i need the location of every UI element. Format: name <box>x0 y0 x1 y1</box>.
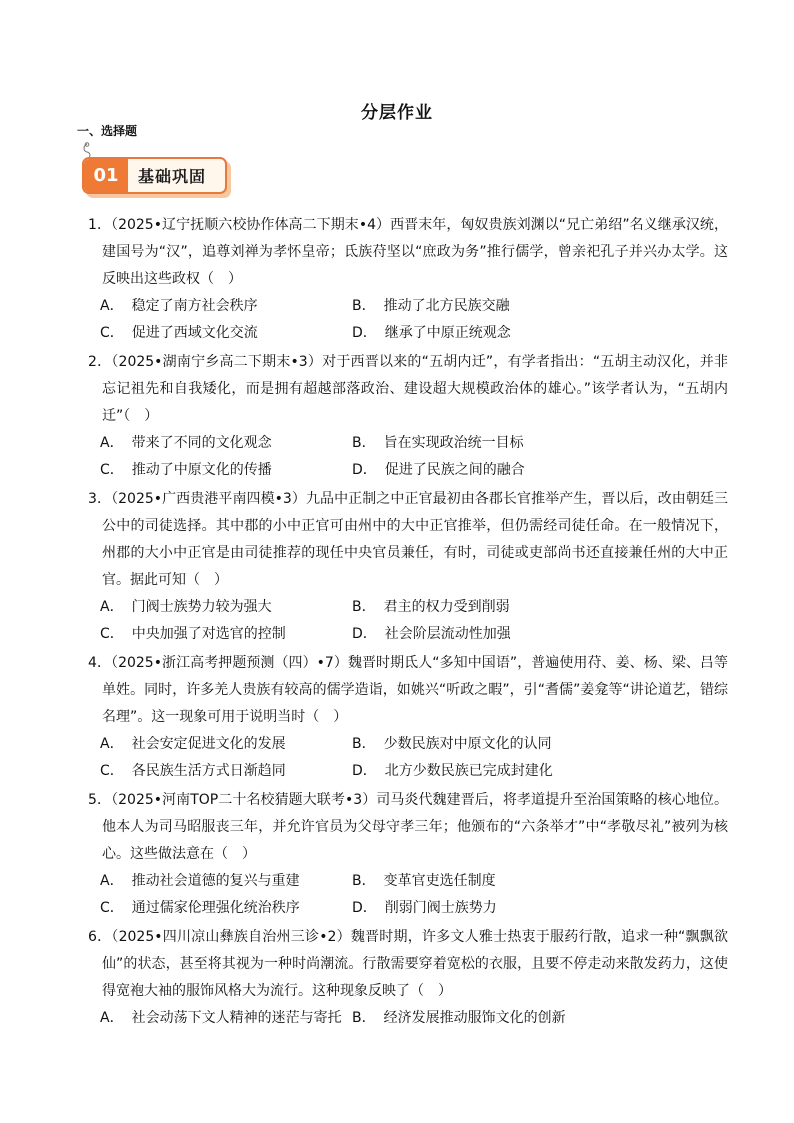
question-text: （2025•辽宁抚顺六校协作体高二下期末•4）西晋末年，匈奴贵族刘渊以“兄亡弟绍”名义继承汉统，建国号为“汉”，追尊刘禅为孝怀皇帝；氐族苻坚以“庶政为务”推行儒学，曾亲祀孔子并兴办太学。这反映出这些政权（ ） <box>102 217 728 287</box>
option-c[interactable] <box>100 621 352 648</box>
option-d[interactable] <box>352 758 732 785</box>
option-text: 变革官吏选任制度 <box>383 873 496 889</box>
option-letter: B． <box>352 1010 376 1026</box>
option-c[interactable] <box>100 758 352 785</box>
question-number: 4． <box>88 655 112 671</box>
option-letter: D． <box>352 325 377 341</box>
option-d[interactable] <box>352 621 732 648</box>
badge-number: 01 <box>84 159 128 192</box>
option-text: 社会阶层流动性加强 <box>384 626 511 642</box>
option-letter: B． <box>352 873 376 889</box>
option-a[interactable] <box>100 293 352 320</box>
option-text: 旨在实现政治统一目标 <box>383 435 524 451</box>
option-text: 各民族生活方式日渐趋同 <box>131 763 286 779</box>
option-text: 社会安定促进文化的发展 <box>131 736 286 752</box>
option-text: 推动社会道德的复兴与重建 <box>131 873 300 889</box>
badge-box <box>82 157 227 194</box>
section-heading: 一、选择题 <box>77 124 138 138</box>
option-letter: A． <box>100 298 124 314</box>
option-letter: C． <box>100 763 124 779</box>
option-text: 门阀士族势力较为强大 <box>131 599 272 615</box>
option-text: 带来了不同的文化观念 <box>131 435 272 451</box>
option-letter: A． <box>100 1010 124 1026</box>
question-item <box>88 486 728 648</box>
options <box>88 293 728 347</box>
question-stem <box>88 486 728 594</box>
option-a[interactable] <box>100 430 352 457</box>
option-text: 中央加强了对选官的控制 <box>131 626 286 642</box>
question-item <box>88 349 728 484</box>
question-item <box>88 924 728 1032</box>
question-stem <box>88 924 728 1005</box>
option-letter: D． <box>352 626 377 642</box>
option-b[interactable] <box>352 594 732 621</box>
options <box>88 731 728 785</box>
option-letter: C． <box>100 325 124 341</box>
question-stem <box>88 787 728 868</box>
option-text: 社会动荡下文人精神的迷茫与寄托 <box>131 1010 342 1026</box>
option-letter: C． <box>100 462 124 478</box>
option-text: 削弱门阀士族势力 <box>384 900 497 916</box>
option-c[interactable] <box>100 320 352 347</box>
option-letter: A． <box>100 435 124 451</box>
option-b[interactable] <box>352 1005 732 1032</box>
option-c[interactable] <box>100 895 352 922</box>
option-letter: A． <box>100 873 124 889</box>
option-a[interactable] <box>100 594 352 621</box>
option-letter: A． <box>100 599 124 615</box>
options <box>88 1005 728 1032</box>
question-number: 3． <box>88 491 112 507</box>
option-a[interactable] <box>100 868 352 895</box>
page-title: 分层作业 <box>361 103 433 123</box>
question-number: 2． <box>88 354 112 370</box>
option-a[interactable] <box>100 731 352 758</box>
option-text: 君主的权力受到削弱 <box>383 599 510 615</box>
option-text: 经济发展推动服饰文化的创新 <box>383 1010 566 1026</box>
question-text: （2025•浙江高考押题预测（四）•7）魏晋时期氐人“多知中国语”，普遍使用苻、姜、杨、梁、吕等单姓。同时，许多羌人贵族有较高的儒学造诣，如姚兴“听政之暇”，引“耆儒”姜龛等“讲论道艺，错综名理”。这一现象可用于说明当时（ ） <box>102 655 728 725</box>
option-text: 北方少数民族已完成封建化 <box>384 763 553 779</box>
option-text: 推动了北方民族交融 <box>383 298 510 314</box>
question-number: 5． <box>88 792 112 808</box>
option-text: 稳定了南方社会秩序 <box>131 298 258 314</box>
question-text: （2025•湖南宁乡高二下期末•3）对于西晋以来的“五胡内迁”，有学者指出：“五胡主动汉化，并非忘记祖先和自我矮化，而是拥有超越部落政治、建设超大规模政治体的雄心。”该学者认为，“五胡内迁”（ ） <box>102 354 728 424</box>
question-item <box>88 787 728 922</box>
option-letter: D． <box>352 462 377 478</box>
option-letter: B． <box>352 298 376 314</box>
question-text: （2025•河南TOP二十名校猜题大联考•3）司马炎代魏建晋后，将孝道提升至治国策略的核心地位。他本人为司马昭服丧三年，并允许官员为父母守孝三年；他颁布的“六条举才”中“孝敬尽礼”被列为核心。这些做法意在（ ） <box>102 792 728 862</box>
option-text: 推动了中原文化的传播 <box>131 462 272 478</box>
option-letter: C． <box>100 900 124 916</box>
option-b[interactable] <box>352 430 732 457</box>
option-d[interactable] <box>352 457 732 484</box>
option-a[interactable] <box>100 1005 352 1032</box>
option-letter: D． <box>352 900 377 916</box>
option-text: 通过儒家伦理强化统治秩序 <box>131 900 300 916</box>
option-letter: B． <box>352 736 376 752</box>
option-d[interactable] <box>352 895 732 922</box>
option-letter: D． <box>352 763 377 779</box>
option-c[interactable] <box>100 457 352 484</box>
option-letter: C． <box>100 626 124 642</box>
option-b[interactable] <box>352 868 732 895</box>
options <box>88 594 728 648</box>
option-letter: B． <box>352 435 376 451</box>
badge-label: 基础巩固 <box>138 167 207 186</box>
option-text: 继承了中原正统观念 <box>384 325 511 341</box>
question-number: 6． <box>88 929 112 945</box>
question-stem <box>88 650 728 731</box>
question-text: （2025•广西贵港平南四模•3）九品中正制之中正官最初由各郡长官推举产生，晋以后，改由朝廷三公中的司徒选择。其中郡的小中正官可由州中的大中正官推举，但仍需经司徒任命。在一般情况下，州郡的大小中正官是由司徒推荐的现任中央官员兼任，有时，司徒或吏部尚书还直接兼任州的大中正官。据此可知（ ） <box>102 491 728 588</box>
section-badge <box>79 142 239 200</box>
option-letter: A． <box>100 736 124 752</box>
options <box>88 430 728 484</box>
question-number: 1． <box>88 217 112 233</box>
option-letter: B． <box>352 599 376 615</box>
question-text: （2025•四川凉山彝族自治州三诊•2）魏晋时期，许多文人雅士热衷于服药行散，追求一种“飘飘欲仙”的状态，甚至将其视为一种时尚潮流。行散需要穿着宽松的衣服，且要不停走动来散发药力，这使得宽袍大袖的服饰风格大为流行。这种现象反映了（ ） <box>102 929 728 999</box>
option-text: 少数民族对中原文化的认同 <box>383 736 552 752</box>
question-item <box>88 212 728 347</box>
question-list <box>88 212 728 1034</box>
option-text: 促进了西域文化交流 <box>131 325 258 341</box>
option-b[interactable] <box>352 293 732 320</box>
question-stem <box>88 349 728 430</box>
options <box>88 868 728 922</box>
question-item <box>88 650 728 785</box>
question-stem <box>88 212 728 293</box>
option-b[interactable] <box>352 731 732 758</box>
option-text: 促进了民族之间的融合 <box>384 462 525 478</box>
option-d[interactable] <box>352 320 732 347</box>
